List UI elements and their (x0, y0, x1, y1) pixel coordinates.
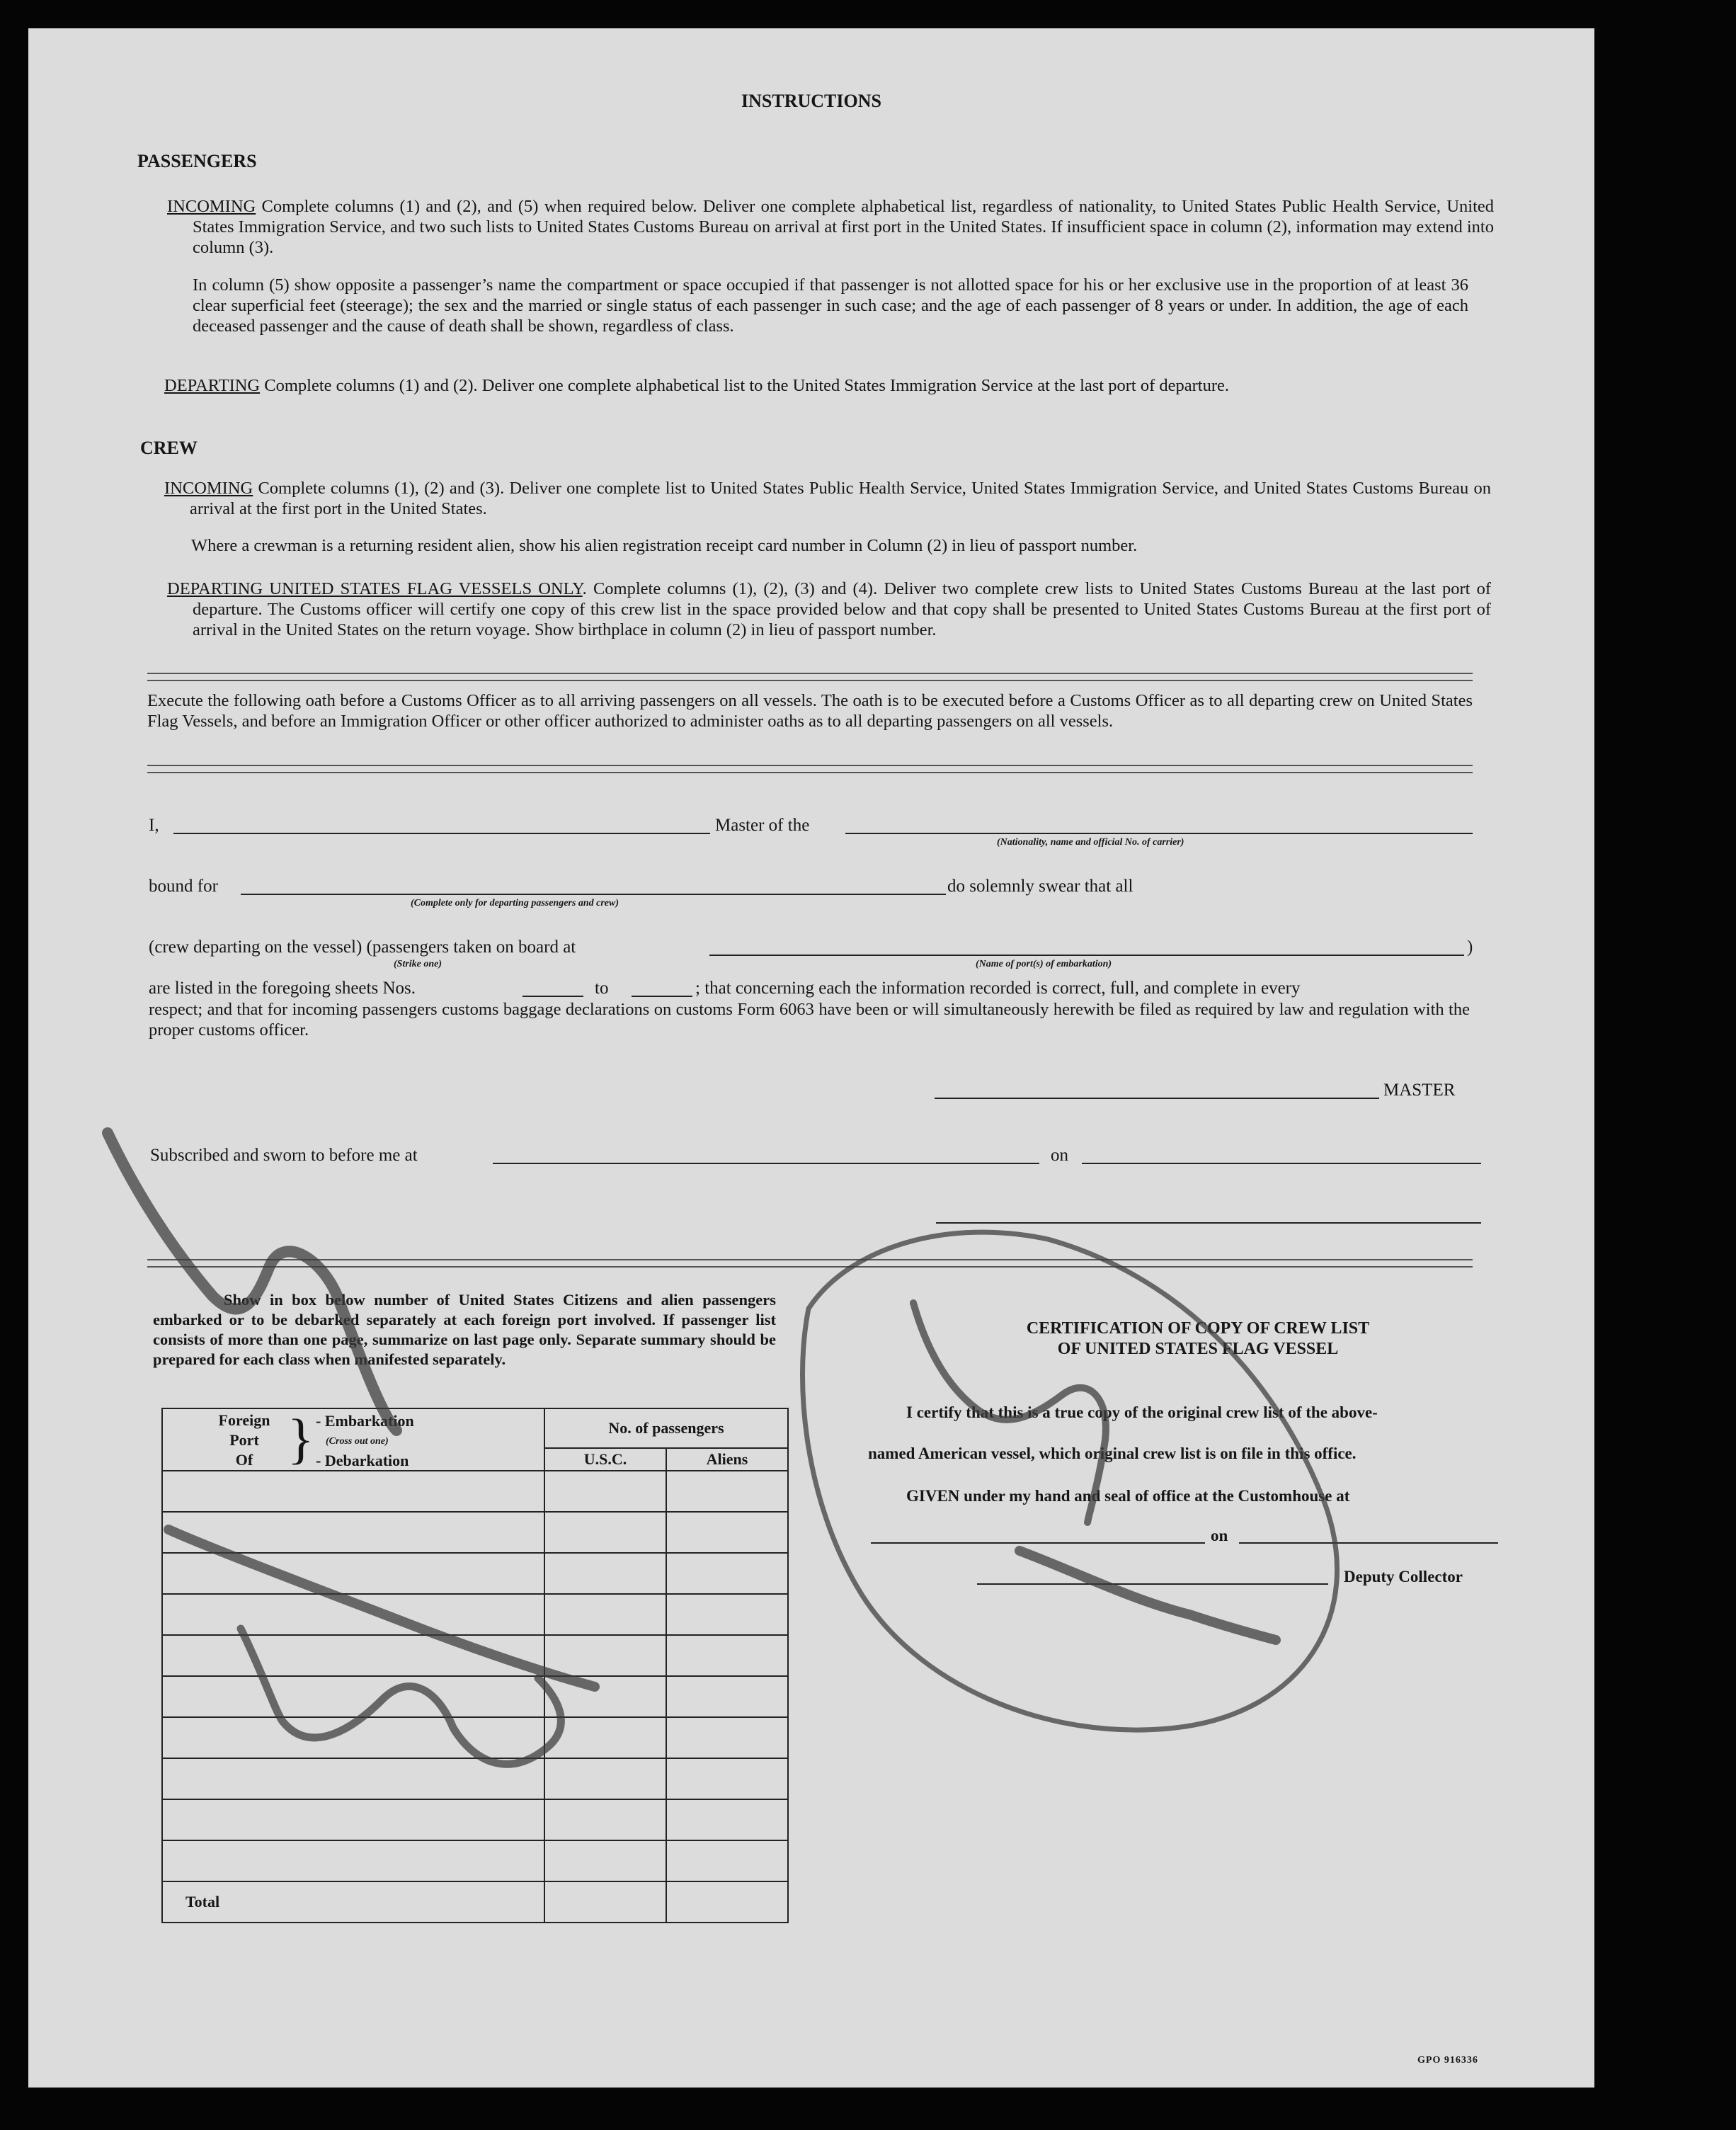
given-line: GIVEN under my hand and seal of office at the Customhouse at (906, 1487, 1350, 1505)
pencil-stroke (241, 1629, 561, 1764)
certification-title-line1: CERTIFICATION OF COPY OF CREW LIST (1026, 1319, 1370, 1338)
passengers-heading: PASSENGERS (137, 151, 257, 171)
deputy-collector-label: Deputy Collector (1344, 1568, 1463, 1585)
subscribed-label: Subscribed and sworn to before me at (150, 1146, 418, 1165)
crew-departing-label: (crew departing on the vessel) (passengers taken on board at (149, 938, 576, 957)
nationality-note: (Nationality, name and official No. of carrier) (997, 837, 1184, 848)
passengers-incoming-label: INCOMING (167, 197, 256, 216)
listed-rest: respect; and that for incoming passengers customs baggage declarations on customs Form 6063 have been or will simultaneously herewith be filed as required by law and regulation with the proper customs officer. (149, 1000, 1470, 1040)
total-label: Total (162, 1881, 544, 1923)
master-label: MASTER (1383, 1081, 1456, 1100)
summary-instructions: Show in box below number of United States Citizens and alien passengers embarked or to be debarked separately at each foreign port involved. If passenger list consists of more than one page, summarize on last page only. Separate summary should be prepared for each class when manifested separately. (153, 1291, 776, 1368)
crew-heading: CREW (140, 438, 198, 458)
certify-line1: I certify that this is a true copy of the original crew list of the above- (906, 1403, 1378, 1421)
listed-prefix: are listed in the foregoing sheets Nos. (149, 979, 416, 998)
certification-title-line2: OF UNITED STATES FLAG VESSEL (1057, 1340, 1339, 1358)
passengers-column5-paragraph: In column (5) show opposite a passenger’s name the compartment or space occupied if that passenger is not allotted space for his or her exclusive use in the proportion of at least 36 clear superficial feet (steerage); the sex and the married or single status of each passenger in such case; and the age of each passenger of 8 years or under. In addition, the age of each deceased passenger and the cause of death shall be shown, regardless of class. (193, 275, 1468, 336)
bound-note: (Complete only for departing passengers and crew) (411, 898, 619, 909)
sworn-on-label: on (1051, 1146, 1068, 1165)
foreign-word: Foreign (218, 1411, 270, 1429)
footer-code: GPO 916336 (1417, 2055, 1478, 2066)
no-passengers-header: No. of passengers (544, 1408, 788, 1448)
brace-icon: } (287, 1408, 314, 1469)
strike-one-note: (Strike one) (394, 959, 442, 969)
crew-incoming-text: Complete columns (1), (2) and (3). Deliver one complete list to United States Public Health Service, United States Immigration Service, and United States Customs Bureau on arrival at the first port in the United States. (190, 479, 1491, 518)
pencil-stroke (913, 1303, 1106, 1522)
oath-i-label: I, (149, 816, 159, 835)
pencil-stroke (108, 1133, 396, 1430)
passengers-departing-text: Complete columns (1) and (2). Deliver one complete alphabetical list to the United States Immigration Service at the last port of departure. (260, 376, 1229, 395)
pencil-markings (28, 28, 1594, 2088)
crew-departing-label: DEPARTING UNITED STATES FLAG VESSELS ONLY (167, 579, 583, 598)
close-paren: ) (1467, 938, 1473, 957)
master-of-the-label: Master of the (715, 816, 810, 835)
form-sheet (28, 28, 1594, 2088)
cross-out-note: (Cross out one) (326, 1436, 389, 1447)
oath-intro: Execute the following oath before a Customs Officer as to all arriving passengers on all vessels. The oath is to be executed before a Customs Officer as to all departing crew on United States Flag Vessels, and before an Immigration Officer or other officer authorized to administer oaths as to all departing passengers on all vessels. (147, 691, 1473, 731)
to-label: to (595, 979, 609, 998)
certify-line2: named American vessel, which original crew list is on file in this office. (868, 1445, 1357, 1462)
pencil-stroke (1020, 1551, 1276, 1640)
swear-label: do solemnly swear that all (947, 877, 1133, 896)
port-word: Port (229, 1431, 259, 1449)
embarkation-label[interactable]: - Embarkation (316, 1412, 414, 1430)
passengers-incoming-text: Complete columns (1) and (2), and (5) when required below. Deliver one complete alphabetical list, regardless of nationality, to United States Public Health Service, United States Immigration Service, and two such lists to United States Customs Bureau on arrival at first port in the United States. If insufficient space in column (2), information may extend into column (3). (193, 197, 1494, 257)
aliens-header: Aliens (666, 1448, 788, 1471)
pencil-stroke (802, 1232, 1337, 1730)
passengers-departing-label: DEPARTING (164, 376, 261, 395)
crew-resident-paragraph: Where a crewman is a returning resident alien, show his alien registration receipt card number in Column (2) in lieu of passport number. (191, 536, 1138, 555)
crew-incoming-label: INCOMING (164, 479, 253, 498)
bound-for-label: bound for (149, 877, 218, 896)
listed-suffix: ; that concerning each the information recorded is correct, full, and complete in every (695, 979, 1301, 998)
cert-on-label: on (1211, 1527, 1228, 1544)
pencil-stroke (169, 1530, 595, 1687)
of-word: Of (235, 1451, 253, 1469)
page-title: INSTRUCTIONS (741, 91, 881, 111)
crew-departing-text: . Complete columns (1), (2), (3) and (4). Deliver two complete crew lists to United States Customs Bureau at the last port of departure. The Customs officer will certify one copy of this crew list in the space provided below and that copy shall be presented to United States Customs Bureau at the first port of arrival in the United States on the return voyage. Show birthplace in column (2) in lieu of passport number. (193, 579, 1491, 639)
debarkation-label[interactable]: - Debarkation (316, 1452, 409, 1469)
port-note: (Name of port(s) of embarkation) (976, 959, 1112, 969)
usc-header: U.S.C. (544, 1448, 666, 1471)
